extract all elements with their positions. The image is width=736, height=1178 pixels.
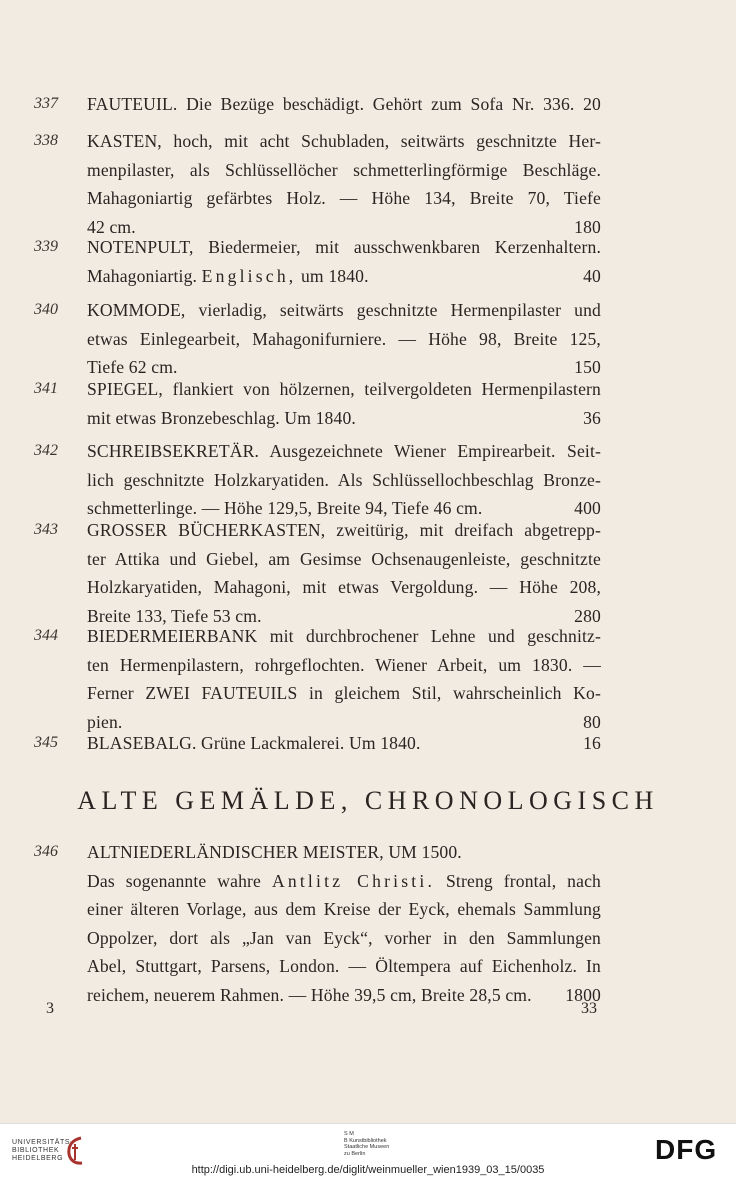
entry-line: Abel, Stuttgart, Parsens, London. — Öltempera auf Eichenholz. In: [87, 956, 601, 976]
entry-number: 341: [34, 380, 58, 397]
entry-line: KASTEN, hoch, mit acht Schubladen, seitwärts geschnitzte Her-: [87, 131, 601, 151]
entry-line: Holzkaryatiden, Mahagoni, mit etwas Vergoldung. — Höhe 208,: [87, 577, 601, 597]
spaced-text: Englisch,: [201, 265, 297, 286]
entry-text: um 1840.: [300, 265, 369, 286]
footer-bar: [0, 1123, 736, 1178]
price: 1800: [565, 984, 601, 1005]
entry-line: Breite 133, Tiefe 53 cm.: [87, 605, 262, 626]
entry-text: Mahagoniartig.: [87, 265, 198, 286]
smb-line: S M: [344, 1131, 354, 1137]
entry-line: schmetterlinge. — Höhe 129,5, Breite 94, Tiefe 46 cm.: [87, 498, 483, 518]
spaced-text: Antlitz Christi.: [271, 870, 436, 891]
entry-number: 340: [34, 301, 58, 318]
entry-line: [87, 867, 601, 896]
entry-line: Mahagoniartig gefärbtes Holz. — Höhe 134, Breite 70, Tiefe: [87, 188, 601, 208]
dfg-logo: DFG: [655, 1134, 718, 1165]
price: 280: [574, 605, 601, 626]
entry-number: 337: [34, 95, 58, 112]
entry-line: 42 cm.: [87, 216, 136, 237]
source-url-link[interactable]: http://digi.ub.uni-heidelberg.de/diglit/weinmueller_wien1939_03_15/0035: [191, 1164, 545, 1176]
entry-text: Das sogenannte wahre: [87, 870, 262, 891]
entry-line: einer älteren Vorlage, aus dem Kreise der Eyck, ehemals Sammlung: [87, 899, 601, 919]
university-line: HEIDELBERG: [12, 1155, 64, 1162]
entry-number: 342: [34, 442, 58, 459]
entry-number: 338: [34, 132, 58, 149]
smb-line: zu Berlin: [344, 1150, 366, 1157]
entry-number: 346: [34, 843, 58, 860]
university-line: BIBLIOTHEK: [12, 1147, 60, 1154]
entry-line: NOTENPULT, Biedermeier, mit ausschwenkbaren Kerzenhaltern.: [87, 237, 601, 257]
smb-line: B Kunstbibliothek: [344, 1137, 387, 1144]
entry-line-with-price: [87, 729, 601, 758]
smb-line: Staatliche Museen: [344, 1144, 390, 1150]
price: 80: [583, 711, 601, 732]
entry-line: menpilaster, als Schlüssellöcher schmetterlingförmige Beschläge.: [87, 159, 601, 180]
entry-line: SCHREIBSEKRETÄR. Ausgezeichnete Wiener Empirearbeit. Seit-: [87, 441, 601, 461]
entry-line: KOMMODE, vierladig, seitwärts geschnitzte Hermenpilaster und: [87, 300, 601, 320]
entry-line: etwas Einlegearbeit, Mahagonifurniere. — Höhe 98, Breite 125,: [87, 328, 601, 349]
entry-line-with-price: [87, 262, 601, 291]
entry-line: ter Attika und Giebel, am Gesimse Ochsenaugenleiste, geschnitzte: [87, 548, 601, 569]
signature-mark: 3: [46, 1000, 54, 1017]
price: 150: [574, 357, 601, 377]
entry-line: SPIEGEL, flankiert von hölzernen, teilvergoldeten Hermenpilastern: [87, 379, 601, 399]
entry-line: Ferner ZWEI FAUTEUILS in gleichem Stil, wahrscheinlich Ko-: [87, 683, 601, 703]
entry-line: pien.: [87, 711, 123, 732]
entry-line: Tiefe 62 cm.: [87, 357, 178, 377]
entry-number: 339: [34, 238, 58, 255]
price: 400: [574, 498, 601, 518]
entry-line: GROSSER BÜCHERKASTEN, zweitürig, mit dreifach abgetrepp-: [87, 520, 601, 540]
entry-text: FAUTEUIL. Die Bezüge beschädigt. Gehört zum Sofa Nr. 336. 20: [87, 94, 601, 114]
smb-kunstbibliothek-logo: [344, 1131, 454, 1157]
entry-text: Streng frontal, nach: [446, 870, 601, 891]
entry-line: lich geschnitzte Holzkaryatiden. Als Schlüssellochbeschlag Bronze-: [87, 469, 601, 490]
university-line: UNIVERSITÄTS-: [12, 1139, 74, 1146]
entry-line: BLASEBALG. Grüne Lackmalerei. Um 1840.: [87, 733, 421, 753]
price: 36: [583, 407, 601, 428]
entry-line: Oppolzer, dort als „Jan van Eyck“, vorher in den Sammlungen: [87, 927, 601, 948]
price: 16: [583, 733, 601, 753]
entry-line: BIEDERMEIERBANK mit durchbrochener Lehne und geschnitz-: [87, 626, 601, 646]
entry-number: 344: [34, 627, 58, 644]
price: 180: [574, 216, 601, 237]
entry-line-with-price: [87, 981, 601, 1010]
page-number: 33: [581, 1000, 597, 1017]
entry-line: ten Hermenpilastern, rohrgeflochten. Wiener Arbeit, um 1830. —: [87, 654, 601, 675]
entry-number: 343: [34, 521, 58, 538]
price: 40: [583, 265, 601, 286]
entry-line: ALTNIEDERLÄNDISCHER MEISTER, UM 1500.: [87, 842, 462, 862]
entry-line: mit etwas Bronzebeschlag. Um 1840.: [87, 407, 356, 428]
section-heading: ALTE GEMÄLDE, CHRONOLOGISCH: [77, 786, 659, 815]
entry-number: 345: [34, 734, 58, 751]
entry-line: reichem, neuerem Rahmen. — Höhe 39,5 cm, Breite 28,5 cm.: [87, 984, 532, 1005]
entry-line-with-price: [87, 404, 601, 433]
